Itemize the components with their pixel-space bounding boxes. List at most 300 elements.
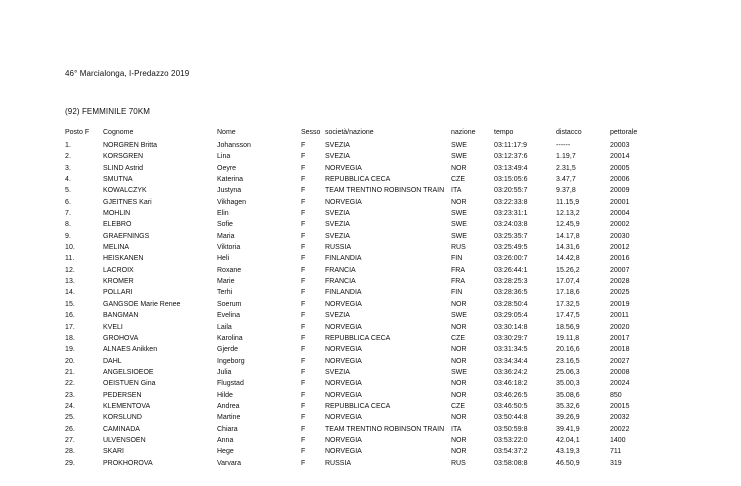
nazione-cell: NOR bbox=[451, 357, 467, 365]
posto-cell: 26. bbox=[65, 425, 75, 433]
nome-cell: Gjerde bbox=[217, 346, 239, 354]
nazione-cell: NOR bbox=[451, 448, 467, 456]
posto-cell: 24. bbox=[65, 402, 75, 410]
header-posto: Posto F bbox=[65, 129, 90, 136]
distacco-cell: 14.31,6 bbox=[556, 244, 580, 252]
distacco-cell: 43.19,3 bbox=[556, 448, 580, 456]
nome-cell: Terhi bbox=[217, 289, 233, 297]
table-row bbox=[65, 333, 654, 344]
table-row bbox=[65, 390, 654, 401]
cognome-cell: KOWALCZYK bbox=[103, 187, 147, 195]
header-societa: società/nazione bbox=[325, 129, 374, 136]
pettorale-cell: 850 bbox=[610, 391, 622, 399]
pettorale-cell: 711 bbox=[610, 448, 622, 456]
tempo-cell: 03:46:26:5 bbox=[494, 391, 528, 399]
posto-cell: 12. bbox=[65, 266, 75, 274]
nome-cell: Viktoria bbox=[217, 244, 241, 252]
posto-cell: 8. bbox=[65, 221, 71, 229]
table-row bbox=[65, 185, 654, 196]
pettorale-cell: 20009 bbox=[610, 187, 630, 195]
distacco-cell: 2.31,5 bbox=[556, 164, 576, 172]
cognome-cell: MELINA bbox=[103, 244, 130, 252]
societa-cell: REPUBBLICA CECA bbox=[325, 176, 391, 184]
distacco-cell: 23.16,5 bbox=[556, 357, 580, 365]
table-row bbox=[65, 231, 654, 242]
sesso-cell: F bbox=[301, 323, 306, 331]
pettorale-cell: 20016 bbox=[610, 255, 630, 263]
pettorale-cell: 20006 bbox=[610, 176, 630, 184]
nome-cell: Heli bbox=[217, 255, 230, 263]
pettorale-cell: 20030 bbox=[610, 232, 630, 240]
nome-cell: Hege bbox=[217, 448, 234, 456]
tempo-cell: 03:50:44:8 bbox=[494, 414, 528, 422]
cognome-cell: BANGMAN bbox=[103, 312, 139, 320]
pettorale-cell: 20012 bbox=[610, 244, 630, 252]
nazione-cell: SWE bbox=[451, 210, 467, 218]
distacco-cell: 46.50,9 bbox=[556, 459, 580, 467]
tempo-cell: 03:54:37:2 bbox=[494, 448, 528, 456]
header-distacco: distacco bbox=[556, 129, 582, 136]
pettorale-cell: 20020 bbox=[610, 323, 630, 331]
tempo-cell: 03:50:59:8 bbox=[494, 425, 528, 433]
tempo-cell: 03:53:22:0 bbox=[494, 436, 528, 444]
nazione-cell: SWE bbox=[451, 312, 467, 320]
table-row bbox=[65, 378, 654, 389]
table-row bbox=[65, 151, 654, 162]
distacco-cell: 11.15,9 bbox=[556, 198, 580, 206]
sesso-cell: F bbox=[301, 312, 306, 320]
nazione-cell: FRA bbox=[451, 278, 465, 286]
tempo-cell: 03:34:34:4 bbox=[494, 357, 528, 365]
tempo-cell: 03:11:17:9 bbox=[494, 142, 528, 149]
distacco-cell: 20.16,6 bbox=[556, 346, 580, 354]
tempo-cell: 03:25:35:7 bbox=[494, 232, 528, 240]
societa-cell: FINLANDIA bbox=[325, 255, 362, 263]
pettorale-cell: 20032 bbox=[610, 414, 630, 422]
distacco-cell: 15.26,2 bbox=[556, 266, 580, 274]
nome-cell: Julia bbox=[217, 368, 232, 376]
pettorale-cell: 1400 bbox=[610, 436, 626, 444]
header-cognome: Cognome bbox=[103, 129, 134, 136]
distacco-cell: 17.18,6 bbox=[556, 289, 580, 297]
results-table bbox=[65, 126, 654, 469]
sesso-cell: F bbox=[301, 244, 306, 252]
nazione-cell: SWE bbox=[451, 153, 467, 161]
results-body bbox=[65, 140, 654, 469]
category-heading: (92) FEMMINILE 70KM bbox=[65, 107, 151, 116]
societa-cell: NORVEGIA bbox=[325, 300, 362, 308]
nazione-cell: CZE bbox=[451, 176, 465, 184]
distacco-cell: 14.17,8 bbox=[556, 232, 580, 240]
nazione-cell: CZE bbox=[451, 334, 465, 342]
posto-cell: 3. bbox=[65, 164, 71, 172]
posto-cell: 18. bbox=[65, 334, 75, 342]
societa-cell: NORVEGIA bbox=[325, 436, 362, 444]
posto-cell: 21. bbox=[65, 368, 75, 376]
pettorale-cell: 20015 bbox=[610, 402, 630, 410]
table-row bbox=[65, 412, 654, 423]
pettorale-cell: 20004 bbox=[610, 210, 630, 218]
pettorale-cell: 20018 bbox=[610, 346, 630, 354]
tempo-cell: 03:46:50:5 bbox=[494, 402, 528, 410]
nome-cell: Vikhagen bbox=[217, 198, 247, 206]
societa-cell: NORVEGIA bbox=[325, 357, 362, 365]
posto-cell: 20. bbox=[65, 357, 75, 365]
nazione-cell: NOR bbox=[451, 391, 467, 399]
sesso-cell: F bbox=[301, 210, 306, 218]
header-nome: Nome bbox=[217, 129, 236, 136]
tempo-cell: 03:46:18:2 bbox=[494, 380, 528, 388]
tempo-cell: 03:23:31:1 bbox=[494, 210, 528, 218]
nome-cell: Soerum bbox=[217, 300, 242, 308]
tempo-cell: 03:22:33:8 bbox=[494, 198, 528, 206]
cognome-cell: GROHOVA bbox=[103, 334, 139, 342]
nazione-cell: ITA bbox=[451, 425, 462, 433]
nome-cell: Varvara bbox=[217, 459, 241, 467]
nazione-cell: SWE bbox=[451, 368, 467, 376]
distacco-cell: 35.00,3 bbox=[556, 380, 580, 388]
distacco-cell: 39.26,9 bbox=[556, 414, 580, 422]
distacco-cell: 14.42,8 bbox=[556, 255, 580, 263]
nome-cell: Marie bbox=[217, 278, 235, 286]
distacco-cell: 17.47,5 bbox=[556, 312, 580, 320]
pettorale-cell: 20003 bbox=[610, 142, 630, 149]
nazione-cell: FRA bbox=[451, 266, 465, 274]
pettorale-cell: 20027 bbox=[610, 357, 630, 365]
societa-cell: FINLANDIA bbox=[325, 289, 362, 297]
table-row bbox=[65, 163, 654, 174]
sesso-cell: F bbox=[301, 164, 306, 172]
posto-cell: 23. bbox=[65, 391, 75, 399]
nazione-cell: NOR bbox=[451, 323, 467, 331]
tempo-cell: 03:25:49:5 bbox=[494, 244, 528, 252]
distacco-cell: 42.04,1 bbox=[556, 436, 580, 444]
distacco-cell: 9.37,8 bbox=[556, 187, 576, 195]
sesso-cell: F bbox=[301, 436, 306, 444]
nazione-cell: NOR bbox=[451, 436, 467, 444]
distacco-cell: 1.19,7 bbox=[556, 153, 576, 161]
tempo-cell: 03:36:24:2 bbox=[494, 368, 528, 376]
sesso-cell: F bbox=[301, 391, 306, 399]
sesso-cell: F bbox=[301, 142, 306, 149]
societa-cell: NORVEGIA bbox=[325, 198, 362, 206]
sesso-cell: F bbox=[301, 278, 306, 286]
tempo-cell: 03:26:00:7 bbox=[494, 255, 528, 263]
posto-cell: 1. bbox=[65, 142, 71, 149]
sesso-cell: F bbox=[301, 198, 306, 206]
societa-cell: REPUBBLICA CECA bbox=[325, 402, 391, 410]
distacco-cell: 19.11,8 bbox=[556, 334, 580, 342]
table-row bbox=[65, 197, 654, 208]
sesso-cell: F bbox=[301, 346, 306, 354]
cognome-cell: DAHL bbox=[103, 357, 122, 365]
cognome-cell: ULVENSOEN bbox=[103, 436, 146, 444]
societa-cell: TEAM TRENTINO ROBINSON TRAIN bbox=[325, 187, 445, 195]
posto-cell: 25. bbox=[65, 414, 75, 422]
tempo-cell: 03:30:14:8 bbox=[494, 323, 528, 331]
cognome-cell: ALNAES Anikken bbox=[103, 346, 158, 354]
tempo-cell: 03:31:34:5 bbox=[494, 346, 528, 354]
nome-cell: Roxane bbox=[217, 266, 242, 274]
nome-cell: Evelina bbox=[217, 312, 240, 320]
header-pettorale: pettorale bbox=[610, 129, 638, 136]
tempo-cell: 03:28:36:5 bbox=[494, 289, 528, 297]
cognome-cell: CAMINADA bbox=[103, 425, 140, 433]
tempo-cell: 03:20:55:7 bbox=[494, 187, 528, 195]
societa-cell: NORVEGIA bbox=[325, 414, 362, 422]
posto-cell: 14. bbox=[65, 289, 75, 297]
cognome-cell: MOHLIN bbox=[103, 210, 131, 218]
table-row bbox=[65, 458, 654, 469]
table-row bbox=[65, 253, 654, 264]
nome-cell: Chiara bbox=[217, 425, 238, 433]
societa-cell: FRANCIA bbox=[325, 278, 356, 286]
table-row bbox=[65, 344, 654, 355]
nome-cell: Anna bbox=[217, 436, 234, 444]
nome-cell: Flugstad bbox=[217, 380, 244, 388]
cognome-cell: HEISKANEN bbox=[103, 255, 144, 263]
posto-cell: 10. bbox=[65, 244, 75, 252]
nazione-cell: RUS bbox=[451, 459, 466, 467]
cognome-cell: SKARI bbox=[103, 448, 125, 456]
pettorale-cell: 20014 bbox=[610, 153, 630, 161]
cognome-cell: KORSGREN bbox=[103, 153, 144, 161]
posto-cell: 22. bbox=[65, 380, 75, 388]
nome-cell: Justyna bbox=[217, 187, 242, 195]
tempo-cell: 03:30:29:7 bbox=[494, 334, 528, 342]
sesso-cell: F bbox=[301, 334, 306, 342]
pettorale-cell: 319 bbox=[610, 459, 622, 467]
sesso-cell: F bbox=[301, 357, 306, 365]
table-row bbox=[65, 208, 654, 219]
nazione-cell: FIN bbox=[451, 289, 463, 297]
table-row bbox=[65, 276, 654, 287]
posto-cell: 13. bbox=[65, 278, 75, 286]
header-tempo: tempo bbox=[494, 129, 514, 136]
cognome-cell: OEISTUEN Gina bbox=[103, 380, 156, 388]
pettorale-cell: 20028 bbox=[610, 278, 630, 286]
distacco-cell: 35.08,6 bbox=[556, 391, 580, 399]
posto-cell: 9. bbox=[65, 232, 71, 240]
cognome-cell: SLIND Astrid bbox=[103, 164, 144, 172]
tempo-cell: 03:28:50:4 bbox=[494, 300, 528, 308]
societa-cell: SVEZIA bbox=[325, 312, 350, 320]
cognome-cell: KVELI bbox=[103, 323, 123, 331]
table-row bbox=[65, 446, 654, 457]
pettorale-cell: 20025 bbox=[610, 289, 630, 297]
cognome-cell: KLEMENTOVA bbox=[103, 402, 151, 410]
sesso-cell: F bbox=[301, 402, 306, 410]
cognome-cell: GJEITNES Kari bbox=[103, 198, 152, 206]
cognome-cell: GANGSOE Marie Renee bbox=[103, 300, 181, 308]
sesso-cell: F bbox=[301, 414, 306, 422]
table-row bbox=[65, 310, 654, 321]
nome-cell: Maria bbox=[217, 232, 235, 240]
cognome-cell: PROKHOROVA bbox=[103, 459, 153, 467]
table-row bbox=[65, 174, 654, 185]
cognome-cell: ELEBRO bbox=[103, 221, 132, 229]
table-row bbox=[65, 401, 654, 412]
sesso-cell: F bbox=[301, 425, 306, 433]
societa-cell: TEAM TRENTINO ROBINSON TRAIN bbox=[325, 425, 445, 433]
tempo-cell: 03:24:03:8 bbox=[494, 221, 528, 229]
nazione-cell: ITA bbox=[451, 187, 462, 195]
distacco-cell: 18.56,9 bbox=[556, 323, 580, 331]
societa-cell: NORVEGIA bbox=[325, 323, 362, 331]
nazione-cell: NOR bbox=[451, 198, 467, 206]
posto-cell: 5. bbox=[65, 187, 71, 195]
posto-cell: 7. bbox=[65, 210, 71, 218]
table-row bbox=[65, 265, 654, 276]
distacco-cell: 12.13,2 bbox=[556, 210, 580, 218]
societa-cell: NORVEGIA bbox=[325, 164, 362, 172]
sesso-cell: F bbox=[301, 187, 306, 195]
societa-cell: RUSSIA bbox=[325, 459, 352, 467]
cognome-cell: SMUTNA bbox=[103, 176, 133, 184]
nome-cell: Ingeborg bbox=[217, 357, 245, 365]
societa-cell: NORVEGIA bbox=[325, 448, 362, 456]
nazione-cell: FIN bbox=[451, 255, 463, 263]
cognome-cell: POLLARI bbox=[103, 289, 133, 297]
distacco-cell: 39.41,9 bbox=[556, 425, 580, 433]
table-row bbox=[65, 367, 654, 378]
table-row bbox=[65, 356, 654, 367]
posto-cell: 28. bbox=[65, 448, 75, 456]
pettorale-cell: 20011 bbox=[610, 312, 629, 320]
societa-cell: SVEZIA bbox=[325, 142, 350, 149]
societa-cell: SVEZIA bbox=[325, 232, 350, 240]
header-sesso: Sesso bbox=[301, 129, 321, 136]
distacco-cell: 25.06,3 bbox=[556, 368, 580, 376]
header-nazione: nazione bbox=[451, 129, 476, 136]
sesso-cell: F bbox=[301, 380, 306, 388]
cognome-cell: LACROIX bbox=[103, 266, 134, 274]
sesso-cell: F bbox=[301, 153, 306, 161]
nome-cell: Johansson bbox=[217, 142, 251, 149]
sesso-cell: F bbox=[301, 221, 306, 229]
cognome-cell: ANGELSIOEOE bbox=[103, 368, 154, 376]
tempo-cell: 03:29:05:4 bbox=[494, 312, 528, 320]
posto-cell: 11. bbox=[65, 255, 75, 263]
nazione-cell: NOR bbox=[451, 346, 467, 354]
posto-cell: 29. bbox=[65, 459, 75, 467]
sesso-cell: F bbox=[301, 255, 306, 263]
sesso-cell: F bbox=[301, 176, 306, 184]
nazione-cell: NOR bbox=[451, 164, 467, 172]
posto-cell: 2. bbox=[65, 153, 71, 161]
distacco-cell: 3.47,7 bbox=[556, 176, 576, 184]
table-row bbox=[65, 322, 654, 333]
tempo-cell: 03:28:25:3 bbox=[494, 278, 528, 286]
societa-cell: NORVEGIA bbox=[325, 391, 362, 399]
pettorale-cell: 20019 bbox=[610, 300, 630, 308]
posto-cell: 19. bbox=[65, 346, 75, 354]
distacco-cell: ------ bbox=[556, 142, 571, 149]
nome-cell: Elin bbox=[217, 210, 229, 218]
posto-cell: 6. bbox=[65, 198, 71, 206]
nazione-cell: RUS bbox=[451, 244, 466, 252]
event-title: 46° Marcialonga, I-Predazzo 2019 bbox=[65, 69, 190, 78]
posto-cell: 27. bbox=[65, 436, 75, 444]
pettorale-cell: 20007 bbox=[610, 266, 630, 274]
table-row bbox=[65, 424, 654, 435]
sesso-cell: F bbox=[301, 368, 306, 376]
societa-cell: SVEZIA bbox=[325, 221, 350, 229]
sesso-cell: F bbox=[301, 289, 306, 297]
pettorale-cell: 20002 bbox=[610, 221, 630, 229]
tempo-cell: 03:12:37:6 bbox=[494, 153, 528, 161]
cognome-cell: PEDERSEN bbox=[103, 391, 142, 399]
nome-cell: Hilde bbox=[217, 391, 233, 399]
tempo-cell: 03:15:05:6 bbox=[494, 176, 528, 184]
nazione-cell: SWE bbox=[451, 221, 467, 229]
societa-cell: NORVEGIA bbox=[325, 380, 362, 388]
nome-cell: Katerina bbox=[217, 176, 244, 184]
distacco-cell: 17.07,4 bbox=[556, 278, 580, 286]
societa-cell: SVEZIA bbox=[325, 368, 350, 376]
distacco-cell: 12.45,9 bbox=[556, 221, 580, 229]
posto-cell: 15. bbox=[65, 300, 75, 308]
nome-cell: Andrea bbox=[217, 402, 240, 410]
cognome-cell: NORGREN Britta bbox=[103, 142, 158, 149]
nome-cell: Karolina bbox=[217, 334, 243, 342]
tempo-cell: 03:58:08:8 bbox=[494, 459, 528, 467]
pettorale-cell: 20005 bbox=[610, 164, 630, 172]
societa-cell: REPUBBLICA CECA bbox=[325, 334, 391, 342]
nazione-cell: NOR bbox=[451, 300, 467, 308]
sesso-cell: F bbox=[301, 300, 306, 308]
distacco-cell: 35.32,6 bbox=[556, 402, 580, 410]
posto-cell: 16. bbox=[65, 312, 75, 320]
table-row bbox=[65, 140, 654, 151]
nome-cell: Oeyre bbox=[217, 164, 237, 172]
societa-cell: SVEZIA bbox=[325, 153, 350, 161]
nazione-cell: SWE bbox=[451, 142, 467, 149]
nome-cell: Lina bbox=[217, 153, 231, 161]
nazione-cell: NOR bbox=[451, 414, 467, 422]
sesso-cell: F bbox=[301, 459, 306, 467]
nome-cell: Sofie bbox=[217, 221, 233, 229]
table-header-row bbox=[65, 126, 654, 140]
sesso-cell: F bbox=[301, 266, 306, 274]
table-row bbox=[65, 219, 654, 230]
nazione-cell: SWE bbox=[451, 232, 467, 240]
nazione-cell: CZE bbox=[451, 402, 465, 410]
posto-cell: 17. bbox=[65, 323, 75, 331]
cognome-cell: GRAEFNINGS bbox=[103, 232, 150, 240]
distacco-cell: 17.32,5 bbox=[556, 300, 580, 308]
nome-cell: Martine bbox=[217, 414, 241, 422]
table-row bbox=[65, 242, 654, 253]
societa-cell: SVEZIA bbox=[325, 210, 350, 218]
pettorale-cell: 20008 bbox=[610, 368, 630, 376]
cognome-cell: KROMER bbox=[103, 278, 134, 286]
nazione-cell: NOR bbox=[451, 380, 467, 388]
sesso-cell: F bbox=[301, 448, 306, 456]
pettorale-cell: 20001 bbox=[610, 198, 630, 206]
posto-cell: 4. bbox=[65, 176, 71, 184]
table-row bbox=[65, 299, 654, 310]
societa-cell: FRANCIA bbox=[325, 266, 356, 274]
pettorale-cell: 20024 bbox=[610, 380, 630, 388]
sesso-cell: F bbox=[301, 232, 306, 240]
tempo-cell: 03:26:44:1 bbox=[494, 266, 528, 274]
pettorale-cell: 20022 bbox=[610, 425, 630, 433]
tempo-cell: 03:13:49:4 bbox=[494, 164, 528, 172]
cognome-cell: KORSLUND bbox=[103, 414, 142, 422]
pettorale-cell: 20017 bbox=[610, 334, 630, 342]
nome-cell: Laila bbox=[217, 323, 232, 331]
